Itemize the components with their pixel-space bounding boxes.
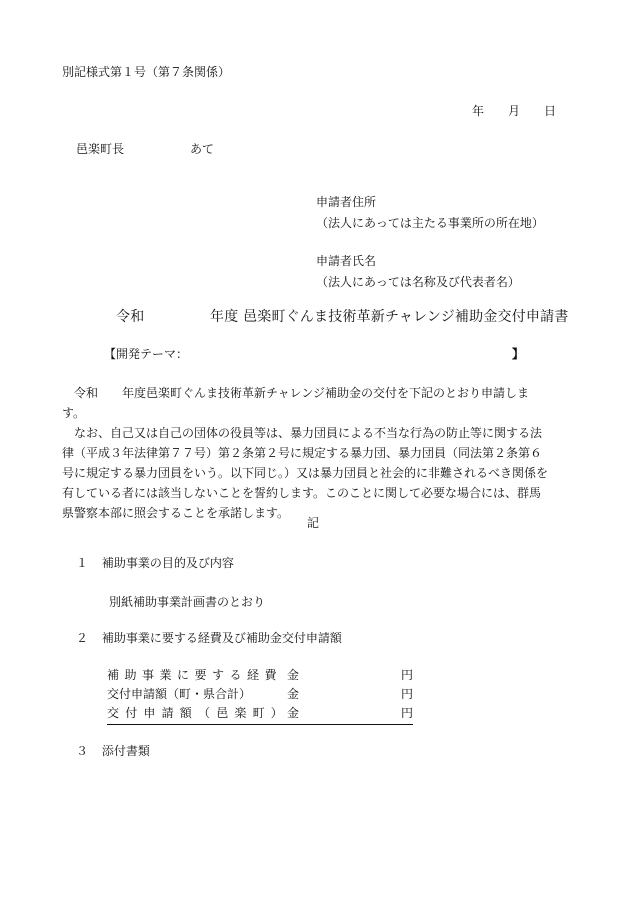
paragraph-2: なお、自己又は自己の団体の役員等は、暴力団員による不当な行為の防止等に関する法律（平成３年法律第７７号）第２条第２号に規定する暴力団、暴力団員（同法第２条第６号に規定する暴力団員をいう。以下同じ。）又は暴力団員と社会的に非難されるべき関係を有している者には該当しないことを誓約します。このことに関して必要な場合には、群馬県警察本部に照会することを承諾します。 — [62, 426, 549, 520]
section-2-title: 補助事業に要する経費及び補助金交付申請額 — [101, 631, 342, 645]
applicant-address-label: 申請者住所 — [316, 195, 377, 209]
document-title — [116, 309, 569, 325]
form-number: 別記様式第１号（第７条関係） — [62, 65, 231, 79]
development-theme — [104, 348, 524, 360]
cost-yen: 円 — [400, 706, 413, 720]
application-paragraph — [62, 383, 552, 523]
applicant-name-note: （法人にあっては名称及び代表者名） — [316, 275, 520, 289]
paragraph-1: 令和 年度邑楽町ぐんま技術革新チャレンジ補助金の交付を下記のとおり申請します。 — [62, 386, 530, 420]
title-era: 令和 — [116, 309, 145, 325]
cost-row-town — [107, 707, 413, 725]
section-1-title: 補助事業の目的及び内容 — [101, 556, 234, 570]
cost-kin: 金 — [287, 706, 300, 720]
cost-label: 補助事業に要する経費 — [107, 668, 283, 682]
title-text: 年度 邑楽町ぐんま技術革新チャレンジ補助金交付申請書 — [210, 309, 569, 325]
cost-row-combined — [107, 688, 413, 707]
section-1 — [76, 557, 234, 569]
section-3-title: 添付書類 — [101, 744, 150, 758]
cost-yen: 円 — [400, 668, 413, 682]
cost-label: 交付申請額（町・県合計） — [107, 687, 252, 701]
cost-row-total — [107, 669, 413, 688]
cost-table — [107, 669, 413, 725]
cost-label: 交付申請額（邑楽町） — [107, 706, 290, 720]
section-1-content: 別紙補助事業計画書のとおり — [109, 595, 266, 609]
section-2-number: ２ — [76, 631, 89, 645]
date-day: 日 — [544, 104, 557, 118]
addressee-suffix: あて — [190, 142, 215, 156]
cost-kin: 金 — [287, 687, 300, 701]
addressee-name: 邑楽町長 — [76, 142, 125, 156]
addressee — [76, 142, 215, 156]
cost-yen: 円 — [400, 687, 413, 701]
section-2 — [76, 632, 342, 644]
theme-close: 】 — [511, 347, 524, 361]
section-3-number: ３ — [76, 744, 89, 758]
theme-open: 【開発テーマ： — [104, 347, 189, 361]
applicant-address-note: （法人にあっては主たる事業所の所在地） — [316, 216, 544, 230]
section-1-number: １ — [76, 556, 89, 570]
section-3 — [76, 745, 150, 757]
applicant-name-label: 申請者氏名 — [316, 254, 377, 268]
date-year: 年 — [472, 104, 485, 118]
cost-kin: 金 — [287, 668, 300, 682]
ki-heading: 記 — [307, 516, 320, 530]
date-month: 月 — [508, 104, 521, 118]
